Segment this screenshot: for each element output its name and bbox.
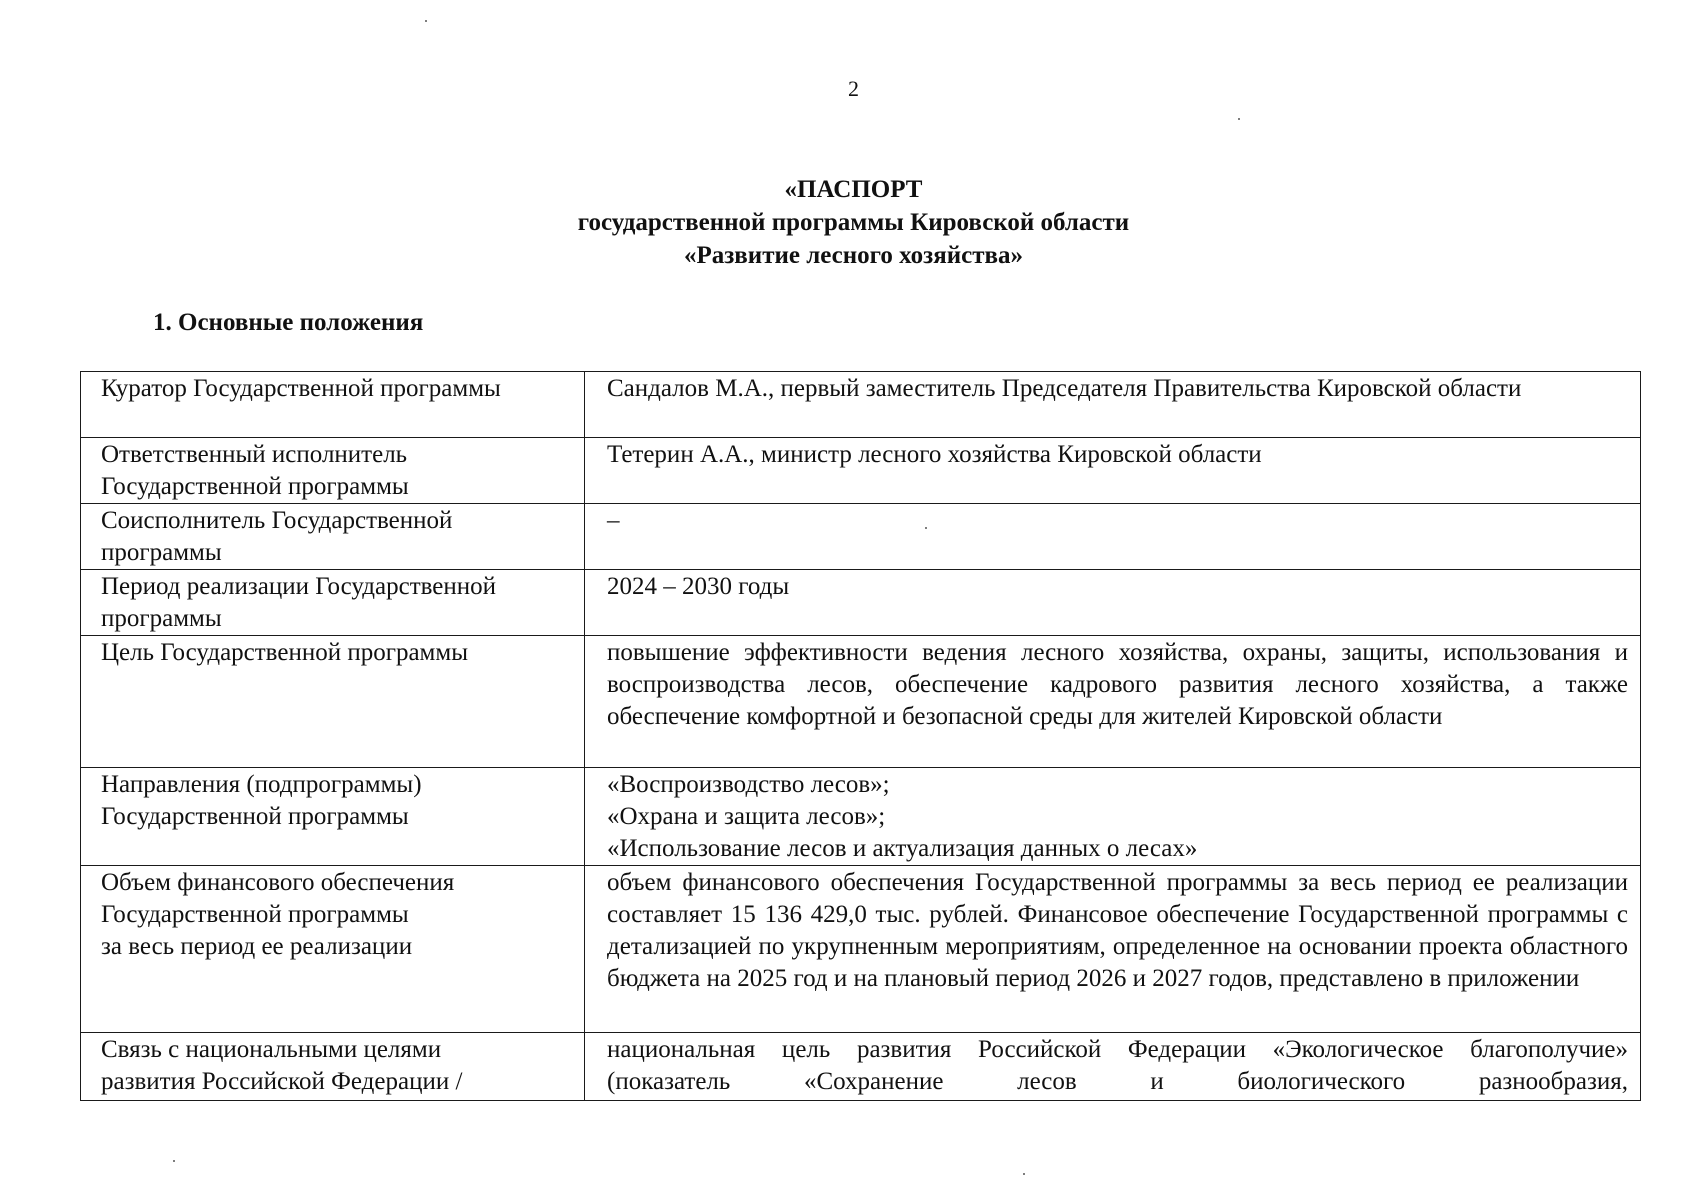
scan-speck — [1238, 118, 1240, 120]
row-value: национальная цель развития Российской Федерации «Экологическое благополучие» (показатель «Сохранение лесов и биологического разнообразия, — [585, 1033, 1641, 1101]
row-label: Куратор Государственной программы — [81, 372, 585, 438]
table-row — [81, 768, 1641, 866]
row-value: Тетерин А.А., министр лесного хозяйства Кировской области — [585, 438, 1641, 504]
row-value — [585, 768, 1641, 866]
row-label — [81, 1033, 585, 1101]
row-label — [81, 866, 585, 1033]
title-line-2: государственной программы Кировской области — [577, 209, 1130, 236]
row-label-line: за весь период ее реализации — [101, 933, 413, 960]
section-heading: 1. Основные положения — [153, 309, 424, 336]
scan-speck — [173, 1160, 175, 1162]
row-label: Соисполнитель Государственной программы — [81, 504, 585, 570]
title-line-3: «Развитие лесного хозяйства» — [683, 242, 1024, 269]
subprogram-item: «Использование лесов и актуализация данных о лесах» — [607, 835, 1198, 862]
row-label: Ответственный исполнитель Государственной программы — [81, 438, 585, 504]
document-title — [0, 173, 1707, 272]
row-value: Сандалов М.А., первый заместитель Председателя Правительства Кировской области — [585, 372, 1641, 438]
table-row — [81, 504, 1641, 570]
row-value: – — [585, 504, 1641, 570]
scan-speck — [1023, 1173, 1025, 1175]
page-number: 2 — [848, 76, 859, 101]
row-label-line: Связь с национальными целями — [101, 1036, 442, 1063]
row-label-line: Объем финансового обеспечения — [101, 869, 455, 896]
subprogram-item: «Охрана и защита лесов»; — [607, 803, 886, 830]
row-label: Период реализации Государственной программы — [81, 570, 585, 636]
scan-speck — [925, 527, 927, 529]
passport-table — [80, 371, 1641, 1101]
row-label: Цель Государственной программы — [81, 636, 585, 768]
subprogram-item: «Воспроизводство лесов»; — [607, 771, 890, 798]
table-row — [81, 866, 1641, 1033]
title-line-1: «ПАСПОРТ — [784, 176, 923, 203]
row-label-line: Государственной программы — [101, 901, 409, 928]
scan-speck — [425, 20, 427, 22]
table-row — [81, 438, 1641, 504]
row-value: объем финансового обеспечения Государственной программы за весь период ее реализации составляет 15 136 429,0 тыс. рублей. Финансовое обеспечение Государственной программы с детализацией по укрупненным мероприятиям, определенное на основании проекта областного бюджета на 2025 год и на плановый период 2026 и 2027 годов, представлено в приложении — [585, 866, 1641, 1033]
table-row — [81, 1033, 1641, 1101]
table-row — [81, 570, 1641, 636]
row-value: повышение эффективности ведения лесного хозяйства, охраны, защиты, использования и воспроизводства лесов, обеспечение кадрового развития лесного хозяйства, а также обеспечение комфортной и безопасной среды для жителей Кировской области — [585, 636, 1641, 768]
row-label: Направления (подпрограммы) Государственной программы — [81, 768, 585, 866]
table-row — [81, 636, 1641, 768]
row-value: 2024 – 2030 годы — [585, 570, 1641, 636]
row-label-line: развития Российской Федерации / — [101, 1068, 463, 1095]
table-row — [81, 372, 1641, 438]
